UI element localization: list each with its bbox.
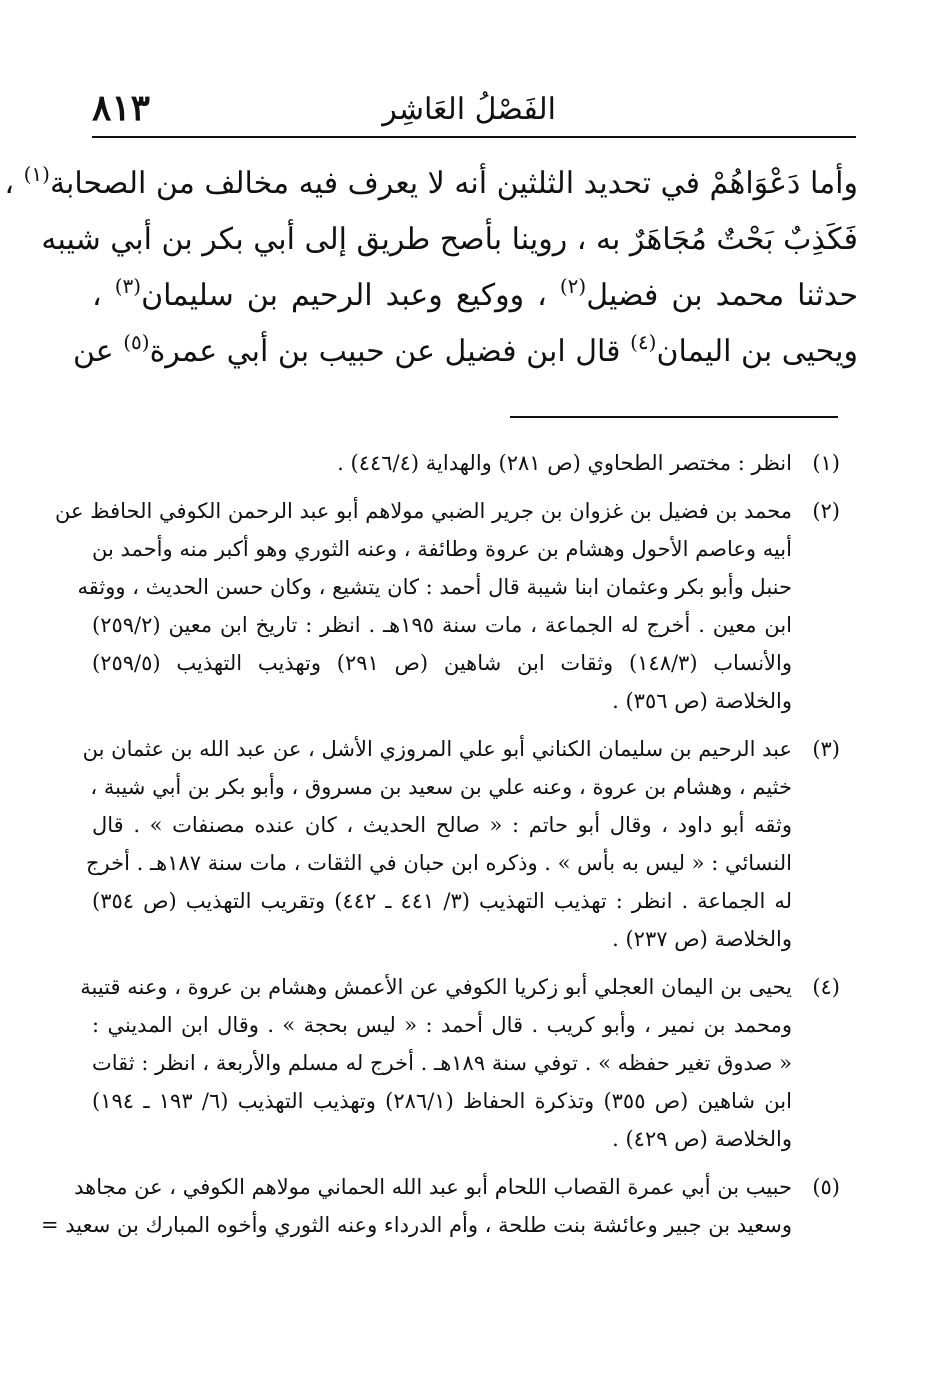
footnote-rule xyxy=(510,416,838,418)
main-line xyxy=(72,324,858,380)
footnote-line: انظر : مختصر الطحاوي (ص ٢٨١) والهداية (٤٤٦/٤) . xyxy=(337,451,792,475)
main-line-text: ، xyxy=(4,166,24,201)
footnote-line: حبيب بن أبي عمرة القصاب اللحام أبو عبد الله الحماني مولاهم الكوفي ، عن مجاهد xyxy=(74,1175,792,1199)
footnote-line: حنبل وأبو بكر وعثمان ابنا شيبة قال أحمد : كان يتشيع ، وكان حسن الحديث ، ووثقه xyxy=(77,575,792,599)
header-rule xyxy=(92,136,856,138)
footnote-ref[interactable]: (٣) xyxy=(114,274,142,298)
main-line-text: ويحيى بن اليمان xyxy=(656,334,858,369)
main-line xyxy=(4,156,858,212)
main-line-text: فَكَذِبٌ بَحْتٌ مُجَاهَرٌ به ، روينا بأصح طريق إلى أبي بكر بن أبي شيبه xyxy=(41,222,858,257)
footnote-line: ومحمد بن نمير ، وأبو كريب . قال أحمد : « ليس بحجة » . وقال ابن المديني : xyxy=(92,1013,792,1037)
footnote-number: (٥) xyxy=(812,1175,840,1199)
main-line xyxy=(41,212,858,268)
footnote-number: (١) xyxy=(812,451,840,475)
footnote-line: والخلاصة (ص ٣٥٦) . xyxy=(612,689,792,713)
footnote-line: ابن شاهين (ص ٣٥٥) وتذكرة الحفاظ (٢٨٦/١) وتهذيب التهذيب (٦/ ١٩٣ ـ ١٩٤) xyxy=(92,1089,792,1113)
page-number: ٨١٣ xyxy=(92,87,151,129)
footnote-line: النسائي : « ليس به بأس » . وذكره ابن حبان في الثقات ، مات سنة ١٨٧هـ . أخرج xyxy=(85,851,792,875)
footnote-line: خثيم ، وهشام بن عروة ، وعنه علي بن سعيد بن مسروق ، وأبو بكر بن أبي شيبة ، xyxy=(90,775,792,799)
footnote-line: والأنساب (١٤٨/٣) وثقات ابن شاهين (ص ٢٩١) وتهذيب التهذيب (٢٥٩/٥) xyxy=(92,651,792,675)
footnote-ref[interactable]: (٢) xyxy=(559,274,587,298)
footnote-number: (٣) xyxy=(812,737,840,761)
main-line-text: ، xyxy=(92,278,115,313)
footnote-line: عبد الرحيم بن سليمان الكناني أبو علي المروزي الأشل ، عن عبد الله بن عثمان بن xyxy=(82,737,792,761)
footnote-number: (٢) xyxy=(812,499,840,523)
footnote-line: أبيه وعاصم الأحول وهشام بن عروة وطائفة ، وعنه الثوري وهو أكبر منه وأحمد بن xyxy=(92,537,792,561)
main-line-text: حدثنا محمد بن فضيل xyxy=(586,278,859,313)
footnote-line: والخلاصة (ص ٢٣٧) . xyxy=(612,927,792,951)
footnote-ref[interactable]: (٥) xyxy=(123,330,150,354)
running-header xyxy=(92,88,856,134)
footnote xyxy=(54,492,840,720)
footnotes-section xyxy=(41,444,840,1254)
footnote-line: وثقه أبو داود ، وقال أبو حاتم : « صالح الحديث ، كان عنده مصنفات » . قال xyxy=(92,813,792,837)
footnote xyxy=(92,444,840,482)
footnote-number: (٤) xyxy=(812,975,840,999)
footnote xyxy=(82,730,840,958)
footnote-line: له الجماعة . انظر : تهذيب التهذيب (٣/ ٤٤١ ـ ٤٤٢) وتقريب التهذيب (ص ٣٥٤) xyxy=(92,889,792,913)
footnote xyxy=(80,968,840,1158)
footnote-line: يحيى بن اليمان العجلي أبو زكريا الكوفي عن الأعمش وهشام بن عروة ، وعنه قتيبة xyxy=(80,975,792,999)
footnote-line: وسعيد بن جبير وعائشة بنت طلحة ، وأم الدرداء وعنه الثوري وأخوه المبارك بن سعيد = xyxy=(41,1213,792,1237)
footnote-ref[interactable]: (٤) xyxy=(630,330,657,354)
chapter-title: الفَصْلُ العَاشِر xyxy=(382,92,556,127)
footnote-line: محمد بن فضيل بن غزوان بن جرير الضبي مولاهم أبو عبد الرحمن الكوفي الحافظ عن xyxy=(54,499,792,523)
footnote xyxy=(41,1168,840,1244)
main-line-text: ، ووكيع وعبد الرحيم بن سليمان xyxy=(141,278,560,313)
main-line-text: عن xyxy=(72,334,124,369)
main-text xyxy=(4,156,859,380)
footnote-line: « صدوق تغير حفظه » . توفي سنة ١٨٩هـ . أخرج له مسلم والأربعة ، انظر : ثقات xyxy=(92,1051,792,1075)
main-line-text: قال ابن فضيل عن حبيب بن أبي عمرة xyxy=(149,334,631,369)
footnote-line: والخلاصة (ص ٤٢٩) . xyxy=(612,1127,792,1151)
footnote-ref[interactable]: (١) xyxy=(23,162,50,186)
main-line-text: وأما دَعْوَاهُمْ في تحديد الثلثين أنه لا يعرف فيه مخالف من الصحابة xyxy=(49,166,858,201)
footnote-line: ابن معين . أخرج له الجماعة ، مات سنة ١٩٥هـ . انظر : تاريخ ابن معين (٢٥٩/٢) xyxy=(92,613,792,637)
main-line xyxy=(92,268,858,324)
